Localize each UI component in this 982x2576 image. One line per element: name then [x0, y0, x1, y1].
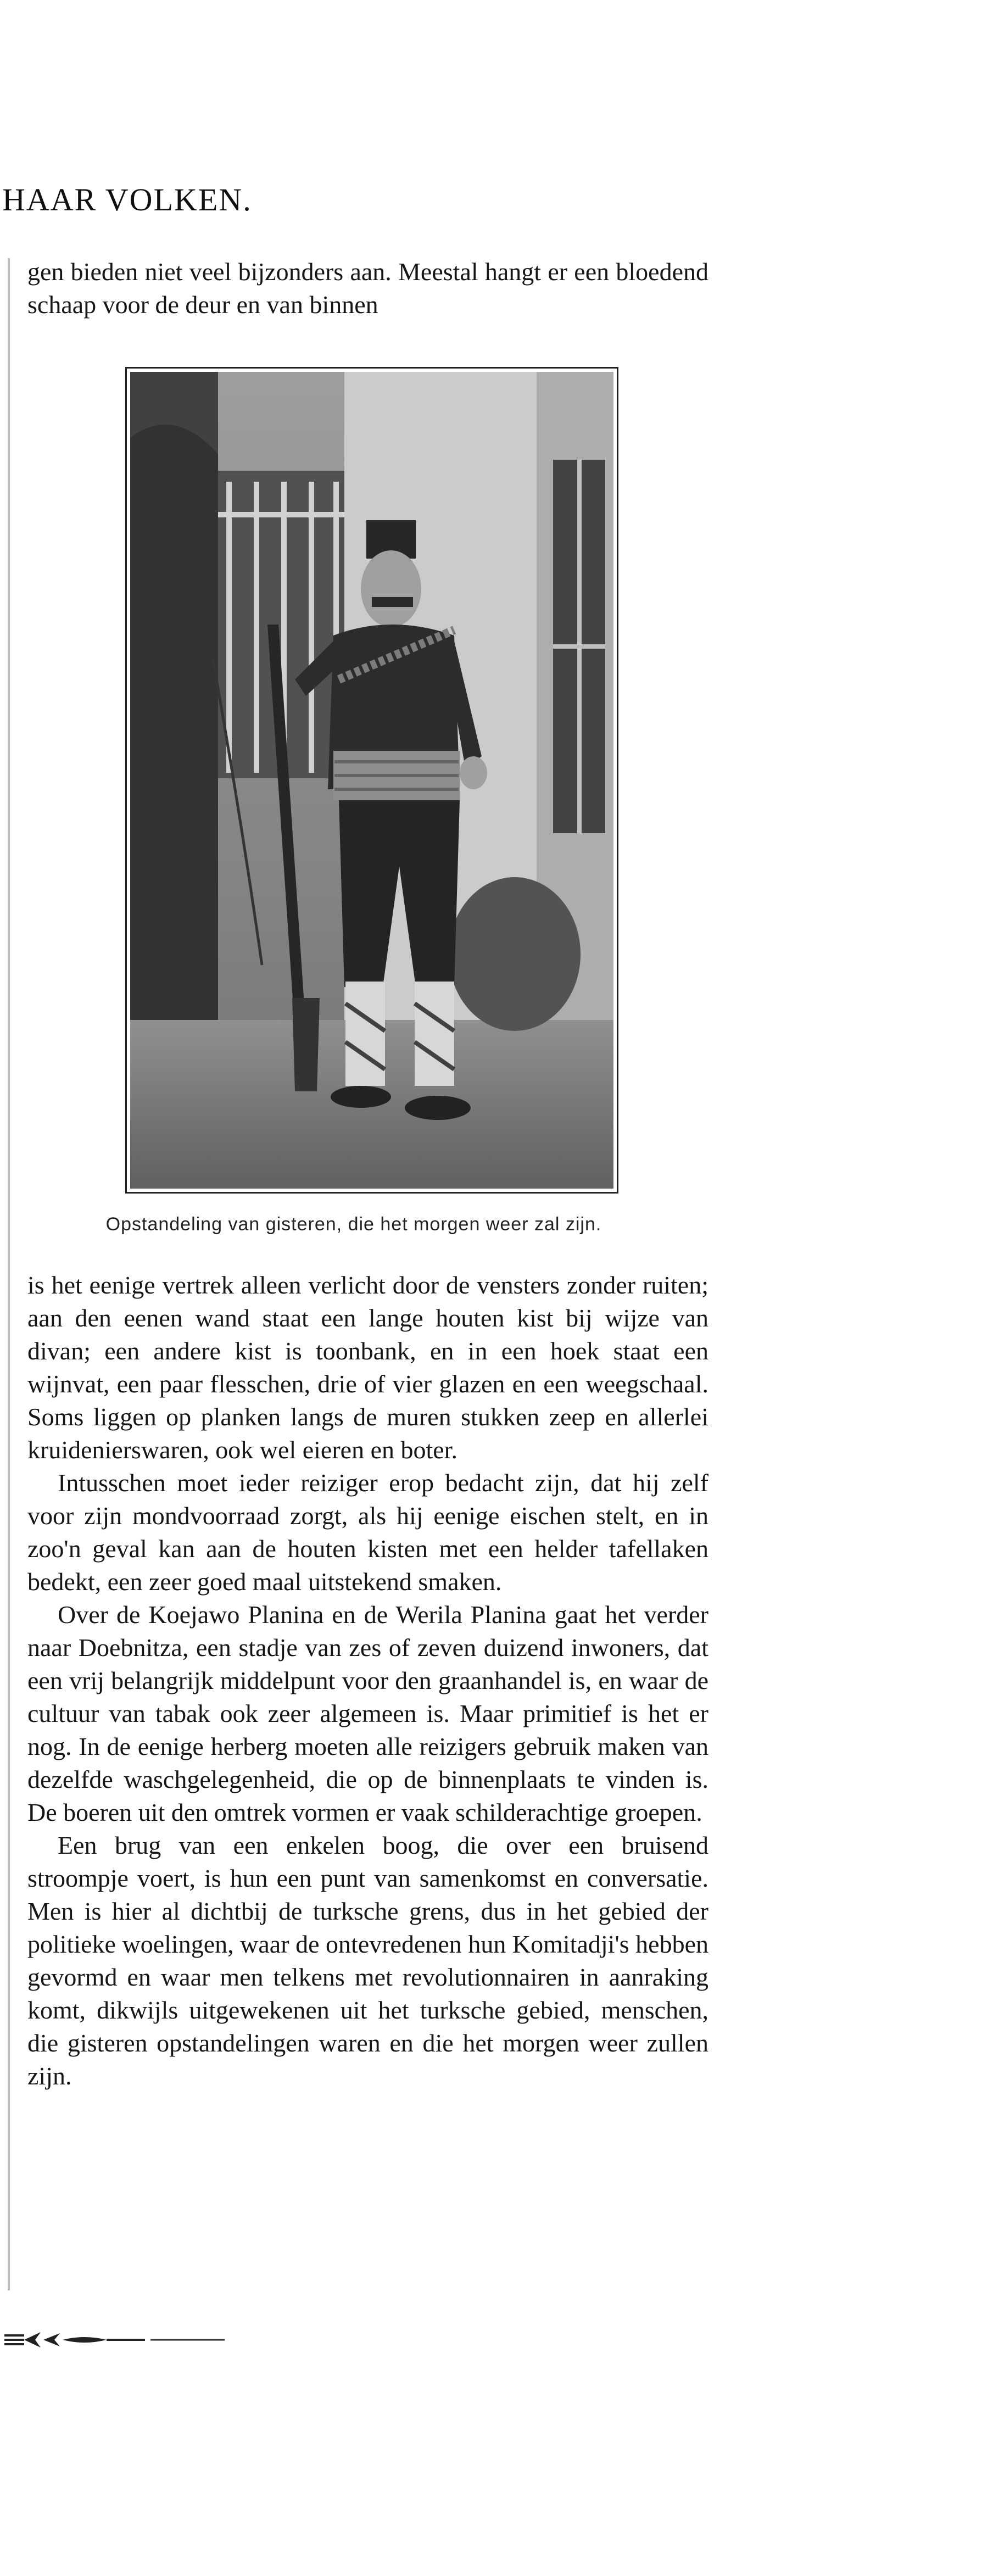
- margin-rule: [8, 258, 10, 2290]
- text-block-top: [27, 255, 708, 321]
- photograph: [125, 367, 618, 1194]
- running-head: HAAR VOLKEN.: [2, 182, 252, 218]
- paragraph: Een brug van een enkelen boog, die over een bruisend stroompje voert, is hun een punt van samenkomst en conversatie. Men is hier al dichtbij de turksche grens, dus in het gebied der politieke woelingen, waar de ontevredenen hun Komitadji's hebben gevormd en waar men telkens met revolutionnairen in aanraking komt, dikwijls uitgewekenen uit het turksche gebied, menschen, die gisteren opstandelingen waren en die het morgen weer zullen zijn.: [27, 1831, 708, 2090]
- end-ornament: [2, 2329, 227, 2351]
- paragraph: gen bieden niet veel bijzonders aan. Meestal hangt er een bloedend schaap voor de deur en van binnen: [27, 258, 708, 319]
- paragraph: Over de Koejawo Planina en de Werila Planina gaat het verder naar Doebnitza, een stadje van zes of zeven duizend inwoners, dat een vrij belangrijk middelpunt voor den graanhandel is, en waar de cultuur van tabak ook zeer algemeen is. Maar primitief is het er nog. In de eenige herberg moeten alle reizigers gebruik maken van dezelfde waschgelegenheid, die op de binnenplaats te vinden is. De boeren uit den omtrek vormen er vaak schilderachtige groepen.: [27, 1601, 708, 1826]
- paragraph: is het eenige vertrek alleen verlicht door de vensters zonder ruiten; aan den eenen wand staat een lange houten kist bij wijze van divan; een andere kist is toonbank, en in een hoek staat een wijnvat, een paar flesschen, drie of vier glazen en een weegschaal. Soms liggen op planken langs de muren stukken zeep en allerlei kruidenierswaren, ook wel eieren en boter.: [27, 1271, 708, 1464]
- figure-caption: Opstandeling van gisteren, die het morgen weer zal zijn.: [105, 1214, 602, 1235]
- text-block-bottom: [27, 1269, 708, 2093]
- photograph-image: [130, 372, 613, 1189]
- paragraph: Intusschen moet ieder reiziger erop bedacht zijn, dat hij zelf voor zijn mondvoorraad zorgt, als hij eenige eischen stelt, en in zoo'n geval kan aan de houten kisten met een helder tafellaken bedekt, een zeer goed maal uitstekend smaken.: [27, 1469, 708, 1596]
